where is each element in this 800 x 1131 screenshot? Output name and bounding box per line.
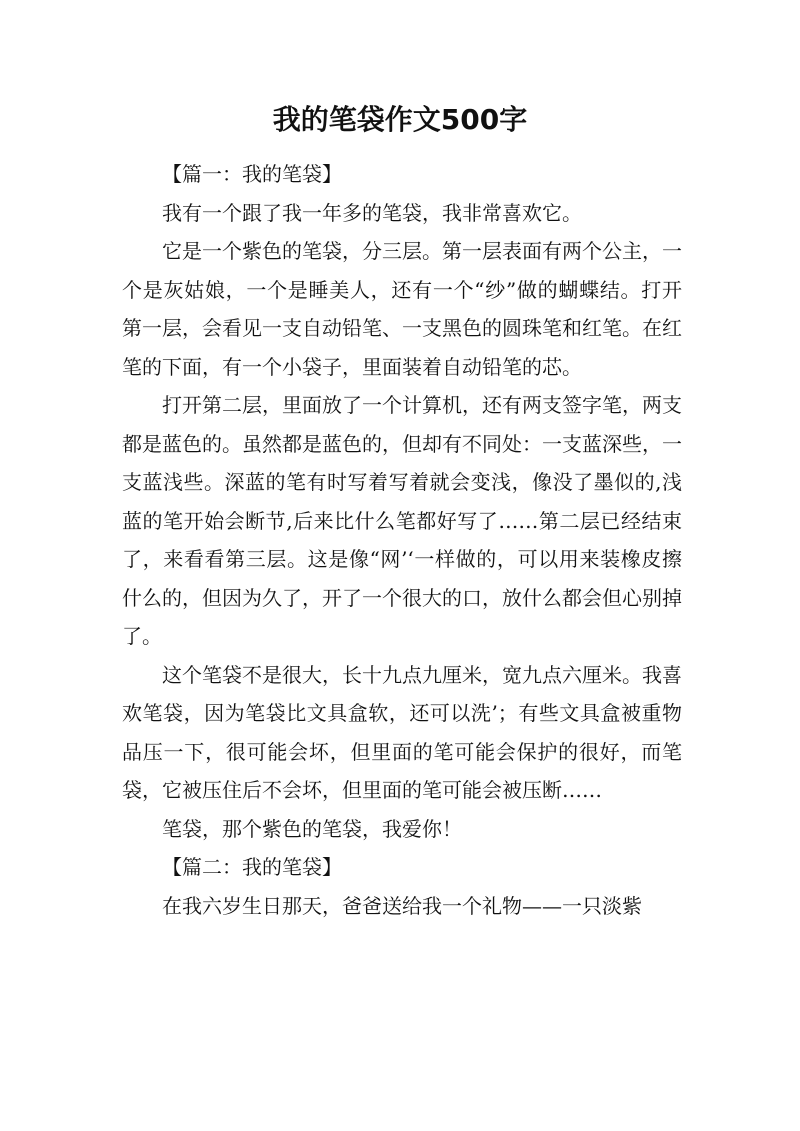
paragraph: 笔袋，那个紫色的笔袋，我爱你！ <box>162 816 462 841</box>
paragraph: 这个笔袋不是很大，长十九点九厘米，宽九点六厘米。我喜欢笔袋，因为笔袋比文具盒软，还可以洗’；有些文具盒被重物品压一下，很可能会坏，但里面的笔可能会保护的很好，而笔袋，它被压住后不会坏，但里面的笔可能会被压断…… <box>122 662 682 802</box>
section-heading-1: 【篇一：我的笔袋】 <box>162 162 342 186</box>
paragraph: 在我六岁生日那天，爸爸送给我一个礼物——一只淡紫 <box>162 893 642 918</box>
paragraph: 打开第二层，里面放了一个计算机，还有两支签字笔，两支都是蓝色的。虽然都是蓝色的，但却有不同处：一支蓝深些，一支蓝浅些。深蓝的笔有时写着写着就会变浅，像没了墨似的,浅蓝的笔开始会断节,后来比什么笔都好写了……第二层已经结束了，来看看第三层。这是像“网’‘一样做的，可以用来装橡皮擦什么的，但因为久了，开了一个很大的口，放什么都会但心别掉了。 <box>122 393 682 648</box>
section-heading-2: 【篇二：我的笔袋】 <box>162 855 342 879</box>
paragraph: 它是一个紫色的笔袋，分三层。第一层表面有两个公主，一个是灰姑娘，一个是睡美人，还有一个“纱”做的蝴蝶结。打开第一层，会看见一支自动铅笔、一支黑色的圆珠笔和红笔。在红笔的下面，有一个小袋子，里面装着自动铅笔的芯。 <box>122 239 682 379</box>
document-body <box>122 155 682 925</box>
document-title: 我的笔袋作文500字 <box>272 103 528 136</box>
paragraph: 我有一个跟了我一年多的笔袋，我非常喜欢它。 <box>162 200 582 225</box>
